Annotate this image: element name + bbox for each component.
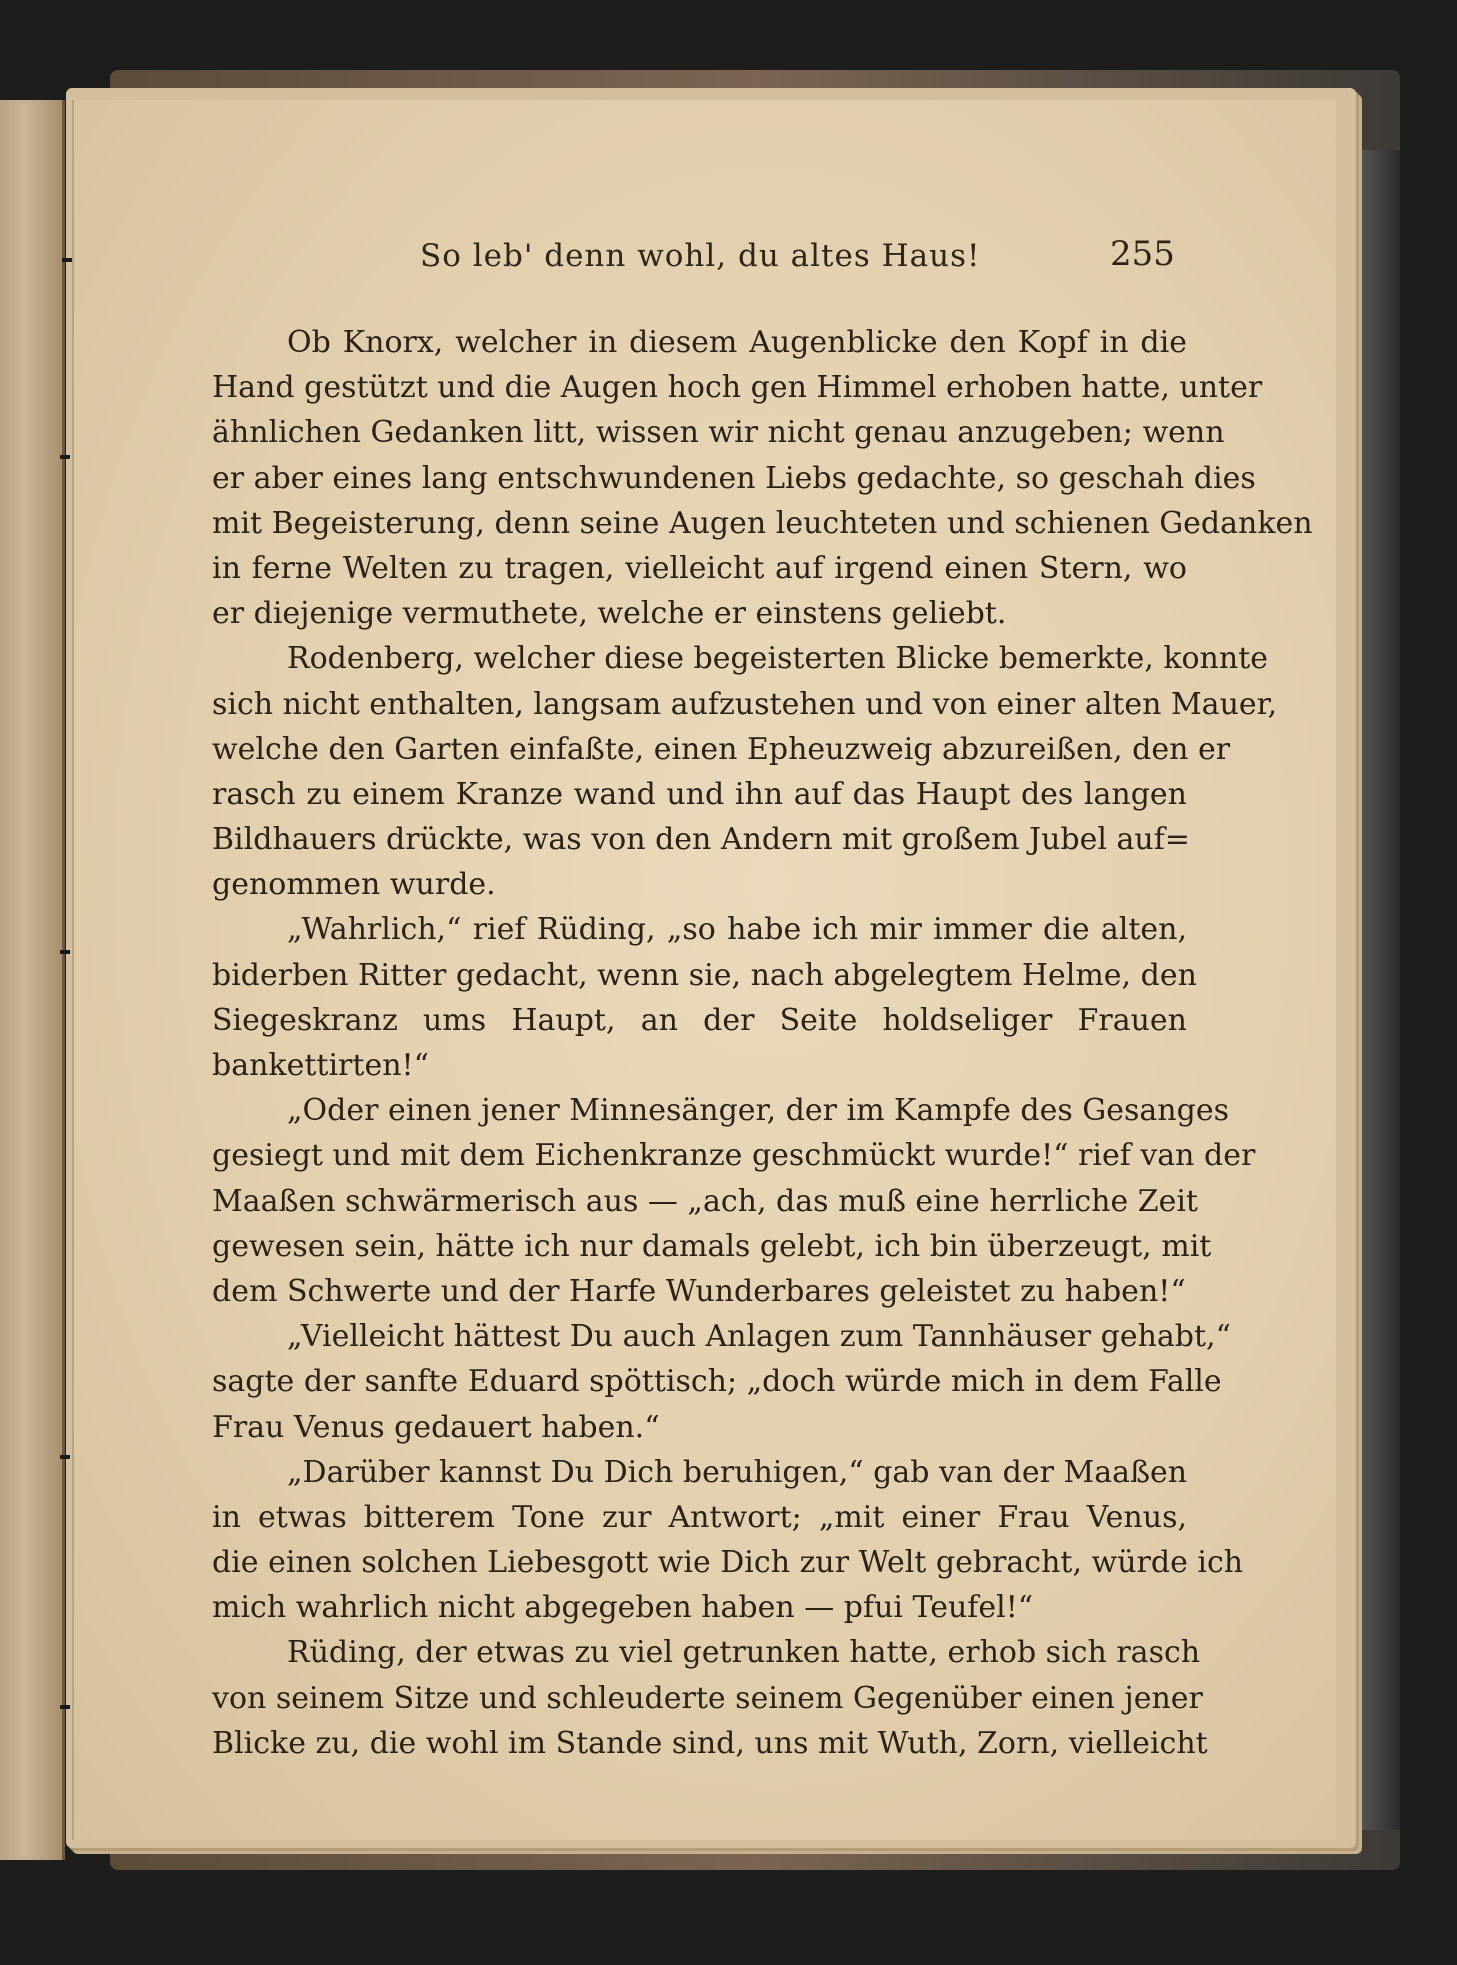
text-line: von seinem Sitze und schleuderte seinem Gegenüber einen jener <box>212 1680 1203 1716</box>
running-header <box>0 232 1457 282</box>
text-line: welche den Garten einfaßte, einen Epheuzweig abzureißen, den er <box>212 731 1231 767</box>
page-number: 255 <box>1110 234 1175 274</box>
text-line: biderben Ritter gedacht, wenn sie, nach abgelegtem Helme, den <box>212 957 1197 993</box>
binding-mark <box>60 950 70 954</box>
text-line: genommen wurde. <box>212 867 496 903</box>
binding-mark <box>60 1705 70 1709</box>
text-line: in ferne Welten zu tragen, vielleicht auf irgend einen Stern, wo <box>212 550 1187 586</box>
text-line: Maaßen schwärmerisch aus — „ach, das muß eine herrliche Zeit <box>212 1183 1198 1219</box>
text-line: sagte der sanfte Eduard spöttisch; „doch würde mich in dem Falle <box>212 1364 1222 1400</box>
text-line: Rüding, der etwas zu viel getrunken hatte, erhob sich rasch <box>287 1635 1201 1671</box>
text-line: dem Schwerte und der Harfe Wunderbares geleistet zu haben!“ <box>212 1273 1186 1309</box>
text-line: er diejenige vermuthete, welche er einstens geliebt. <box>212 596 1007 632</box>
text-line: gesiegt und mit dem Eichenkranze geschmückt wurde!“ rief van der <box>212 1138 1256 1174</box>
text-line: „Oder einen jener Minnesänger, der im Kampfe des Gesanges <box>287 1093 1229 1129</box>
body-text <box>212 320 1313 1766</box>
text-line: Frau Venus gedauert haben.“ <box>212 1409 660 1445</box>
text-line: Ob Knorx, welcher in diesem Augenblicke den Kopf in die <box>287 325 1187 360</box>
binding-mark <box>60 455 70 459</box>
text-line: Hand gestützt und die Augen hoch gen Himmel erhoben hatte, unter <box>212 370 1263 406</box>
text-line: mit Begeisterung, denn seine Augen leuchteten und schienen Gedanken <box>212 505 1313 541</box>
text-line: die einen solchen Liebesgott wie Dich zur Welt gebracht, würde ich <box>212 1545 1244 1581</box>
text-line: „Wahrlich,“ rief Rüding, „so habe ich mir immer die alten, <box>287 912 1187 948</box>
running-title: So leb' denn wohl, du altes Haus! <box>420 238 981 274</box>
text-line: rasch zu einem Kranze wand und ihn auf das Haupt des langen <box>212 776 1187 812</box>
binding-mark <box>60 1455 70 1459</box>
text-line: in etwas bitterem Tone zur Antwort; „mit einer Frau Venus, <box>212 1499 1187 1535</box>
text-line: „Darüber kannst Du Dich beruhigen,“ gab van der Maaßen <box>287 1454 1188 1490</box>
text-line: Blicke zu, die wohl im Stande sind, uns mit Wuth, Zorn, vielleicht <box>212 1725 1208 1761</box>
text-line: Siegeskranz ums Haupt, an der Seite holdseliger Frauen <box>212 1002 1187 1038</box>
text-line: bankettirten!“ <box>212 1048 429 1083</box>
text-line: er aber eines lang entschwundenen Liebs gedachte, so geschah dies <box>212 460 1256 496</box>
previous-page-edge <box>0 100 65 1860</box>
text-line: ähnlichen Gedanken litt, wissen wir nicht genau anzugeben; wenn <box>212 415 1225 451</box>
text-line: „Vielleicht hättest Du auch Anlagen zum Tannhäuser gehabt,“ <box>287 1319 1231 1355</box>
text-line: gewesen sein, hätte ich nur damals gelebt, ich bin überzeugt, mit <box>212 1228 1212 1264</box>
text-line: sich nicht enthalten, langsam aufzustehen und von einer alten Mauer, <box>212 686 1278 722</box>
text-line: Rodenberg, welcher diese begeisterten Blicke bemerkte, konnte <box>287 641 1269 677</box>
text-line: Bildhauers drückte, was von den Andern mit großem Jubel auf= <box>212 822 1190 858</box>
text-line: mich wahrlich nicht abgegeben haben — pfui Teufel!“ <box>212 1590 1034 1626</box>
